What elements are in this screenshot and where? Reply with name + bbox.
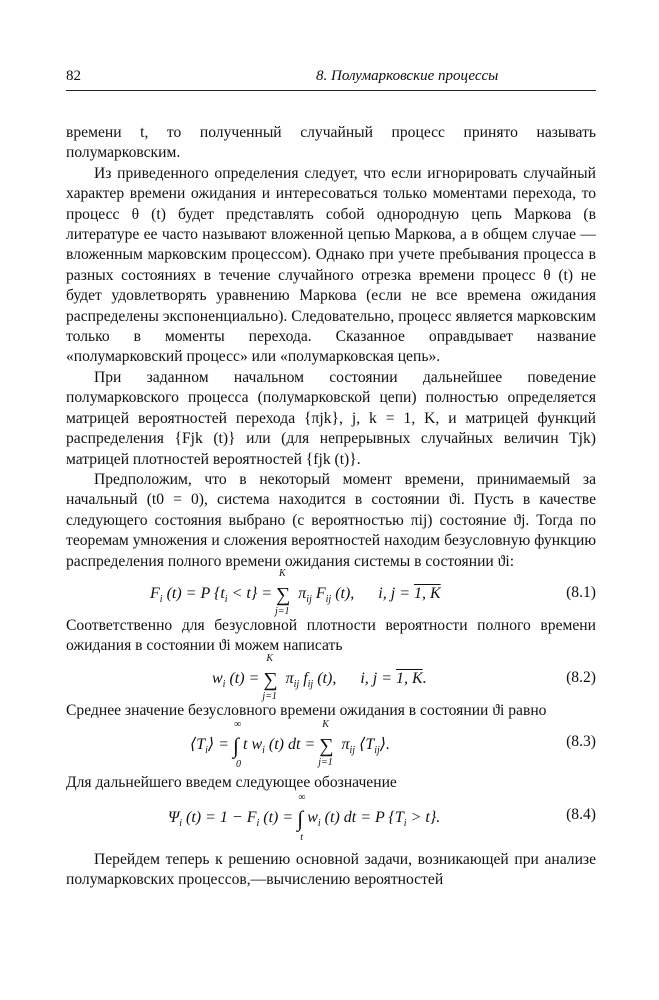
equation-8-1-number: (8.1): [566, 583, 596, 601]
page-body: [66, 123, 596, 890]
paragraph-4: Предположим, что в некоторый момент времени, принимаемый за начальный (t0 = 0), система находится в состоянии ϑi. Пусть в качестве следующего состояния выбрано (с вероятностью πij) состояние ϑj. Тогда по теоремам умножения и сложения вероятностей находим безусловную функцию распределения полного времени ожидания системы в состоянии ϑi:: [66, 470, 596, 570]
page-header: [66, 68, 596, 91]
page-number: 82: [66, 68, 81, 84]
paragraph-1: времени t, то полученный случайный процесс принято называть полумарковским.: [66, 124, 596, 162]
paragraph-6: Среднее значение безусловного времени ожидания в состоянии ϑi равно: [66, 701, 547, 719]
equation-8-2-number: (8.2): [566, 668, 596, 686]
equation-8-4-number: (8.4): [566, 805, 596, 823]
equation-8-1: [66, 567, 596, 617]
paragraph-2: Из приведенного определения следует, что если игнорировать случайный характер времени ожидания и интересоваться только моментами перехода, то процесс θ (t) будет представлять собой однородную цепь Маркова (в литературе ее часто называют вложенной цепью Маркова, а в общем случае — вложенным марковским процессом). Однако при учете пребывания процесса в разных состояниях в течение случайного отрезка времени процесс θ (t) не будет удовлетворять уравнению Маркова (если не все времена ожидания распределены экспоненциально). Следовательно, процесс является марковским только в моменты перехода. Сказанное оправдывает название «полумарковский процесс» или «полумарковская цепь».: [66, 164, 596, 366]
equation-8-3-number: (8.3): [566, 733, 596, 751]
equation-8-1-formula: $F_i$ (t) = P $\{t_i < t\}$ = ∑ K j=1 $\pi_{ij}$ $F_{ij}$ (t), i, j = 1, K: [150, 567, 441, 617]
equation-8-3: [66, 721, 596, 773]
paragraph-3: При заданном начальном состоянии дальнейшее поведение полумарковского процесса (полумарковской цепи) полностью определяется матрицей вероятностей перехода {πjk}, j, k = 1, K, и матрицей функций распределения {Fjk (t)} или (для непрерывных случайных величин Tjk) матрицей плотностей вероятностей {fjk (t)}.: [66, 368, 596, 468]
equation-8-4: [66, 791, 596, 850]
paragraph-5: Соответственно для безусловной плотности вероятности полного времени ожидания в состоянии ϑi можем написать: [66, 616, 596, 655]
equation-8-4-formula: $\Psi_i$ $(t) = 1 - F_i$ (t) = ∫ ∞ t $w_i$ (t) dt = P $\{T_i > t\}$.: [168, 791, 441, 843]
equation-8-2-formula: $w_i$ (t) = ∑ K j=1 $\pi_{ij}$ $f_{ij}$ (t), i, j = 1, K.: [212, 652, 427, 702]
equation-8-2: [66, 652, 596, 702]
equation-8-3-formula: $⟨T_i⟩$ = ∫ ∞ 0 t $w_i$ (t) dt = ∑ K j=1 $\pi_{ij}$ $⟨T_{ij}⟩$.: [190, 719, 391, 771]
paragraph-8: Перейдем теперь к решению основной задачи, возникающей при анализе полумарковских процессов,—вычислению вероятностей: [66, 850, 596, 888]
running-title: 8. Полумарковские процессы: [316, 68, 499, 84]
paragraph-7: Для дальнейшего введем следующее обозначение: [66, 774, 397, 792]
